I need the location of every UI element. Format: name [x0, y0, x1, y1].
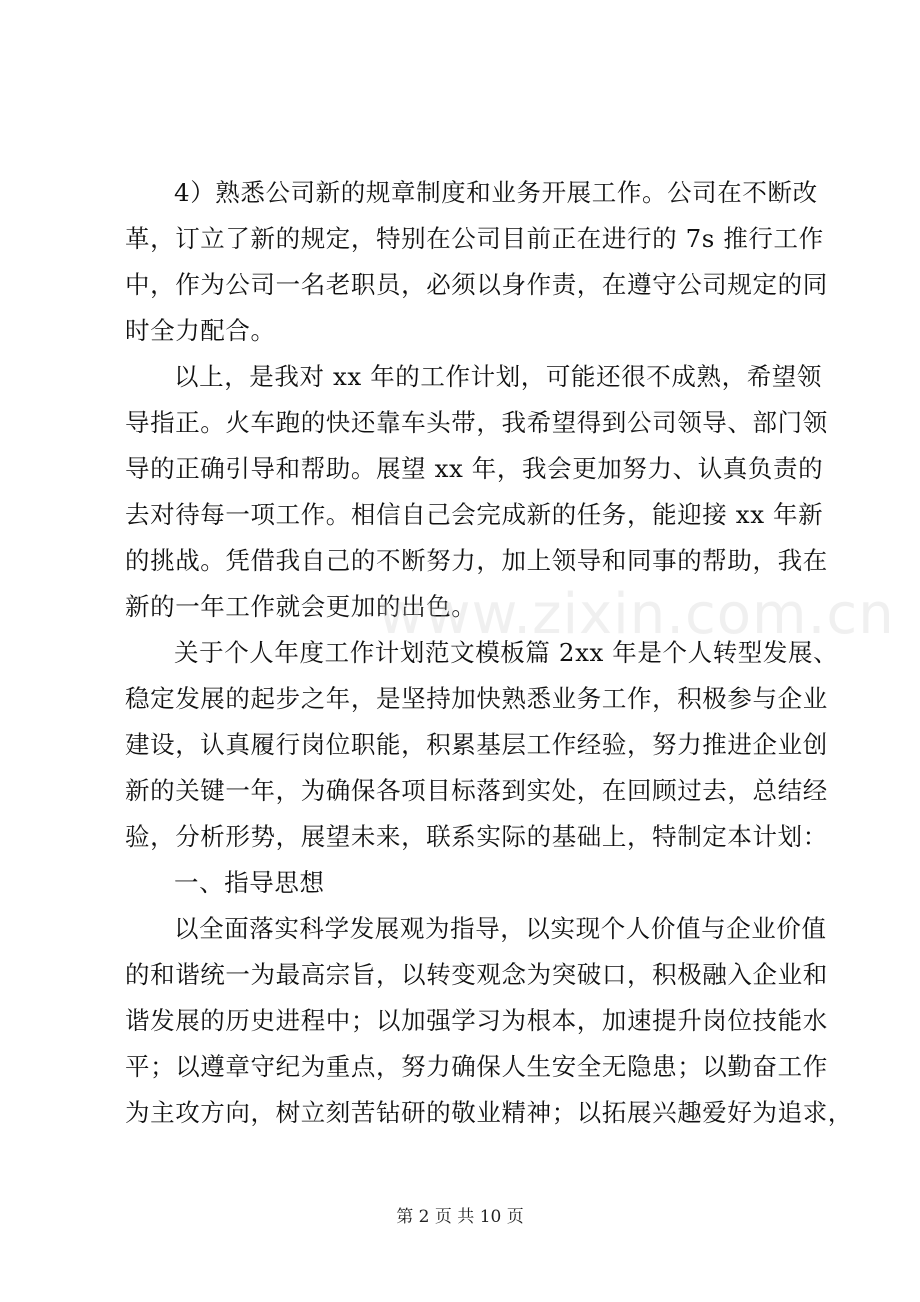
text-line: 以上，是我对 xx 年的工作计划，可能还很不成熟，希望领 [174, 362, 823, 391]
text-line: 的挑战。凭借我自己的不断努力，加上领导和同事的帮助，我在 [125, 546, 828, 575]
text-line: 的和谐统一为最高宗旨，以转变观念为突破口，积极融入企业和 [125, 960, 828, 989]
page-number-footer: 第 2 页 共 10 页 [396, 1207, 524, 1227]
text-line: 新的关键一年，为确保各项目标落到实处，在回顾过去，总结经 [125, 776, 828, 805]
text-line: 建设，认真履行岗位职能，积累基层工作经验，努力推进企业创 [125, 730, 828, 759]
text-line: 导的正确引导和帮助。展望 xx 年，我会更加努力、认真负责的 [125, 454, 824, 483]
text-line: 去对待每一项工作。相信自己会完成新的任务，能迎接 xx 年新 [125, 500, 824, 529]
text-line: 4）熟悉公司新的规章制度和业务开展工作。公司在不断改 [174, 178, 818, 207]
text-line: 谐发展的历史进程中；以加强学习为根本，加速提升岗位技能水 [125, 1006, 828, 1035]
text-line: 一、指导思想 [174, 868, 325, 897]
watermark: www.zixin.com.cn [378, 582, 895, 647]
document-body [125, 170, 853, 1136]
text-line: 新的一年工作就会更加的出色。 [125, 592, 477, 621]
text-line: 导指正。火车跑的快还靠车头带，我希望得到公司领导、部门领 [125, 408, 828, 437]
text-line: 稳定发展的起步之年，是坚持加快熟悉业务工作，积极参与企业 [125, 684, 828, 713]
text-line: 关于个人年度工作计划范文模板篇 2xx 年是个人转型发展、 [174, 638, 839, 667]
text-line: 中，作为公司一名老职员，必须以身作责，在遵守公司规定的同 [125, 270, 828, 299]
text-line: 时全力配合。 [125, 316, 276, 345]
text-line: 验，分析形势，展望未来，联系实际的基础上，特制定本计划： [125, 822, 828, 851]
text-line: 以全面落实科学发展观为指导，以实现个人价值与企业价值 [174, 914, 827, 943]
text-line: 为主攻方向，树立刻苦钻研的敬业精神；以拓展兴趣爱好为追求， [125, 1098, 853, 1127]
text-line: 平；以遵章守纪为重点，努力确保人生安全无隐患；以勤奋工作 [125, 1052, 828, 1081]
text-line: 革，订立了新的规定，特别在公司目前正在进行的 7s 推行工作 [125, 224, 824, 253]
